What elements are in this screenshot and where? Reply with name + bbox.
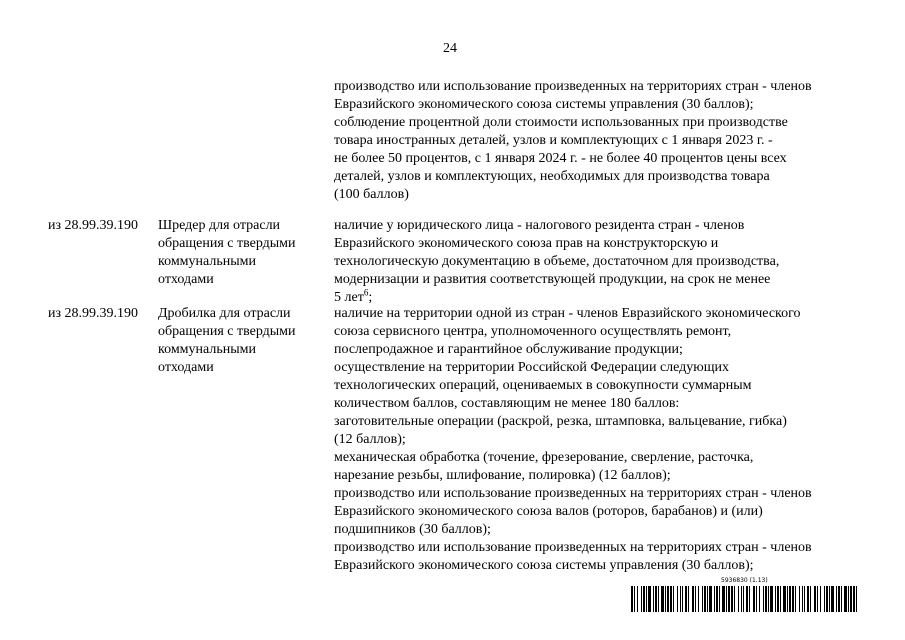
continuation-requirements-text: производство или использование произведенных на территориях стран - членов Евразийского экономического союза системы управления (30 баллов); соблюдение процентной доли стоимости использованных при производстве товара иностранных деталей, узлов и комплектующих с 1 января 2023 г. - не более 50 процентов, с 1 января 2024 г. - не более 40 процентов цены всех деталей, узлов и комплектующих, необходимых для производства товара (100 баллов) [334, 79, 812, 202]
row-1-requirements-text: наличие у юридического лица - налогового резидента стран - членов Евразийского экономического союза прав на конструкторскую и технологическую документацию в объеме, достаточном для производства, модернизации и развития соответствующей продукции, на срок не менее 5 лет [334, 218, 780, 305]
page-number: 24 [443, 41, 457, 56]
row-1-requirements-tail: ; [368, 290, 373, 305]
row-2-product-name: Дробилка для отрасли обращения с твердыми коммунальными отходами [158, 306, 296, 375]
row-2-code: из 28.99.39.190 [48, 306, 139, 321]
row-2-requirements: наличие на территории одной из стран - членов Евразийского экономического союза сервисного центра, уполномоченного осуществлять ремонт, послепродажное и гарантийное обслуживание продукции; осуществление на территории Российской Федерации следующих технологических операций, оцениваемых в совокупности суммарным количеством баллов, составляющим не менее 180 баллов: заготовительные операции (раскрой, резка, штамповка, вальцевание, гибка) (12 баллов); механическая обработка (точение, фрезерование, сверление, расточка, нарезание резьбы, шлифование, полировка) (12 баллов); производство или использование произведенных на территориях стран - членов Евразийского экономического союза валов (роторов, барабанов) и (или) подшипников (30 баллов); производство или использование произведенных на территориях стран - членов Евразийского экономического союза системы управления (30 баллов); [334, 306, 812, 573]
row-1-code: из 28.99.39.190 [48, 218, 139, 233]
row-1-requirements [334, 217, 874, 307]
barcode-image [631, 586, 859, 612]
barcode-label: 5936830 (1.13) [721, 577, 768, 584]
row-1-product-name: Шредер для отрасли обращения с твердыми коммунальными отходами [158, 218, 296, 287]
footnote-mark: 6 [363, 287, 369, 298]
